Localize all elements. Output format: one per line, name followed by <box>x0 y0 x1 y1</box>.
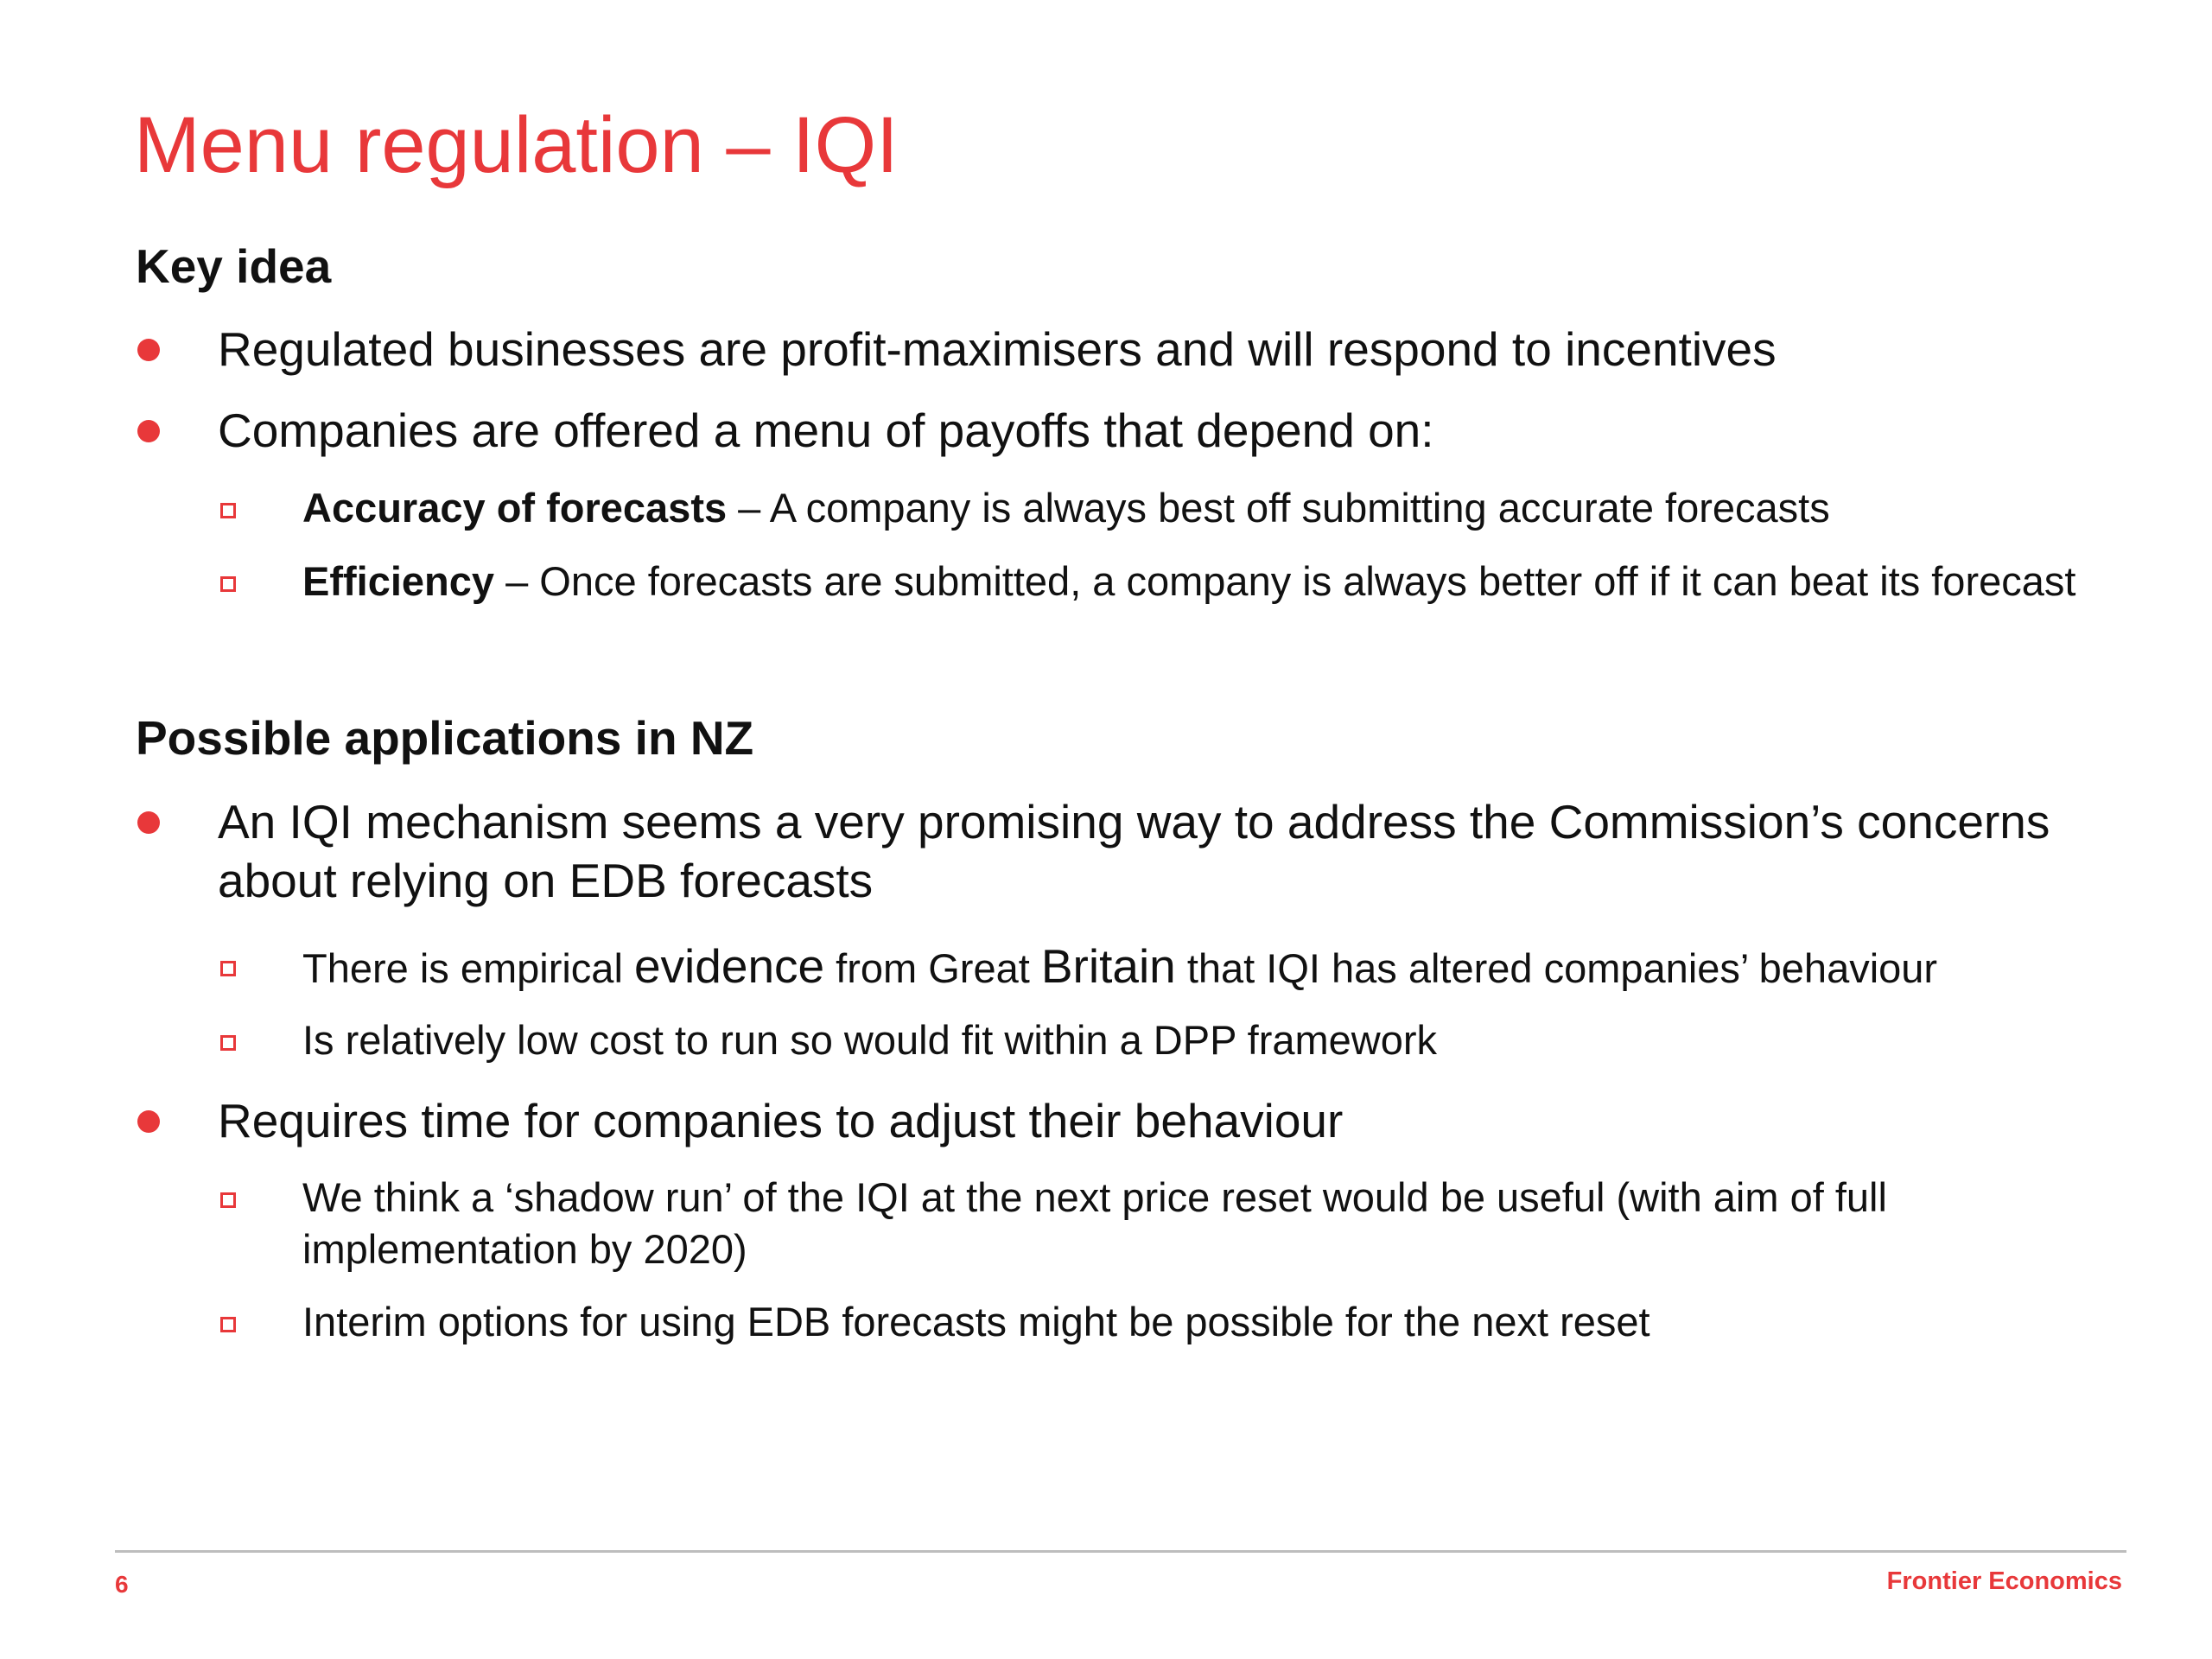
sub-bullet-description: – Once forecasts are submitted, a company is always better off if it can beat its forecast <box>494 558 2076 604</box>
sub-bullet-description: – A company is always best off submitting accurate forecasts <box>727 485 1830 531</box>
section-heading-key-idea: Key idea <box>136 239 332 293</box>
bullet-text: An IQI mechanism seems a very promising way to address the Commission’s concerns about relying on EDB forecasts <box>218 795 2050 907</box>
sub-bullet-text-part: that IQI has altered companies’ behaviour <box>1175 945 1938 991</box>
bullet-text: Regulated businesses are profit-maximisers and will respond to incentives <box>218 322 1777 376</box>
square-bullet-icon <box>220 1035 236 1051</box>
page-number: 6 <box>115 1571 129 1598</box>
bullet-dot-icon <box>137 420 160 442</box>
sub-bullet-text-part: There is empirical <box>302 945 634 991</box>
sub-bullet-text <box>302 556 2100 607</box>
footer-brand: Frontier Economics <box>1886 1567 2122 1595</box>
section-heading-applications: Possible applications in NZ <box>136 711 754 765</box>
sub-bullet-text: Is relatively low cost to run so would fit within a DPP framework <box>302 1017 1438 1063</box>
bullet-dot-icon <box>137 811 160 834</box>
sub-bullet-bold-term: Efficiency <box>302 558 495 604</box>
square-bullet-icon <box>220 1317 236 1332</box>
footer-divider <box>115 1550 2126 1553</box>
square-bullet-icon <box>220 576 236 592</box>
square-bullet-icon <box>220 503 236 518</box>
slide-title: Menu regulation – IQI <box>134 101 899 189</box>
square-bullet-icon <box>220 961 236 976</box>
sub-bullet-text-part: Britain <box>1040 939 1176 993</box>
sub-bullet-text: We think a ‘shadow run’ of the IQI at the next price reset would be useful (with aim of full implementation by 2020) <box>302 1174 1887 1272</box>
bullet-text: Requires time for companies to adjust their behaviour <box>218 1094 1344 1147</box>
bullet-dot-icon <box>137 339 160 361</box>
bullet-dot-icon <box>137 1110 160 1133</box>
sub-bullet-text-part: evidence <box>633 939 825 993</box>
sub-bullet-text-part: from Great <box>824 945 1041 991</box>
bullet-text: Companies are offered a menu of payoffs that depend on: <box>218 404 1434 457</box>
sub-bullet-bold-term: Accuracy of forecasts <box>302 485 728 531</box>
sub-bullet-text: Interim options for using EDB forecasts might be possible for the next reset <box>302 1299 1650 1344</box>
sub-bullet-text <box>302 482 2100 534</box>
sub-bullet-text <box>302 940 2100 995</box>
square-bullet-icon <box>220 1192 236 1208</box>
